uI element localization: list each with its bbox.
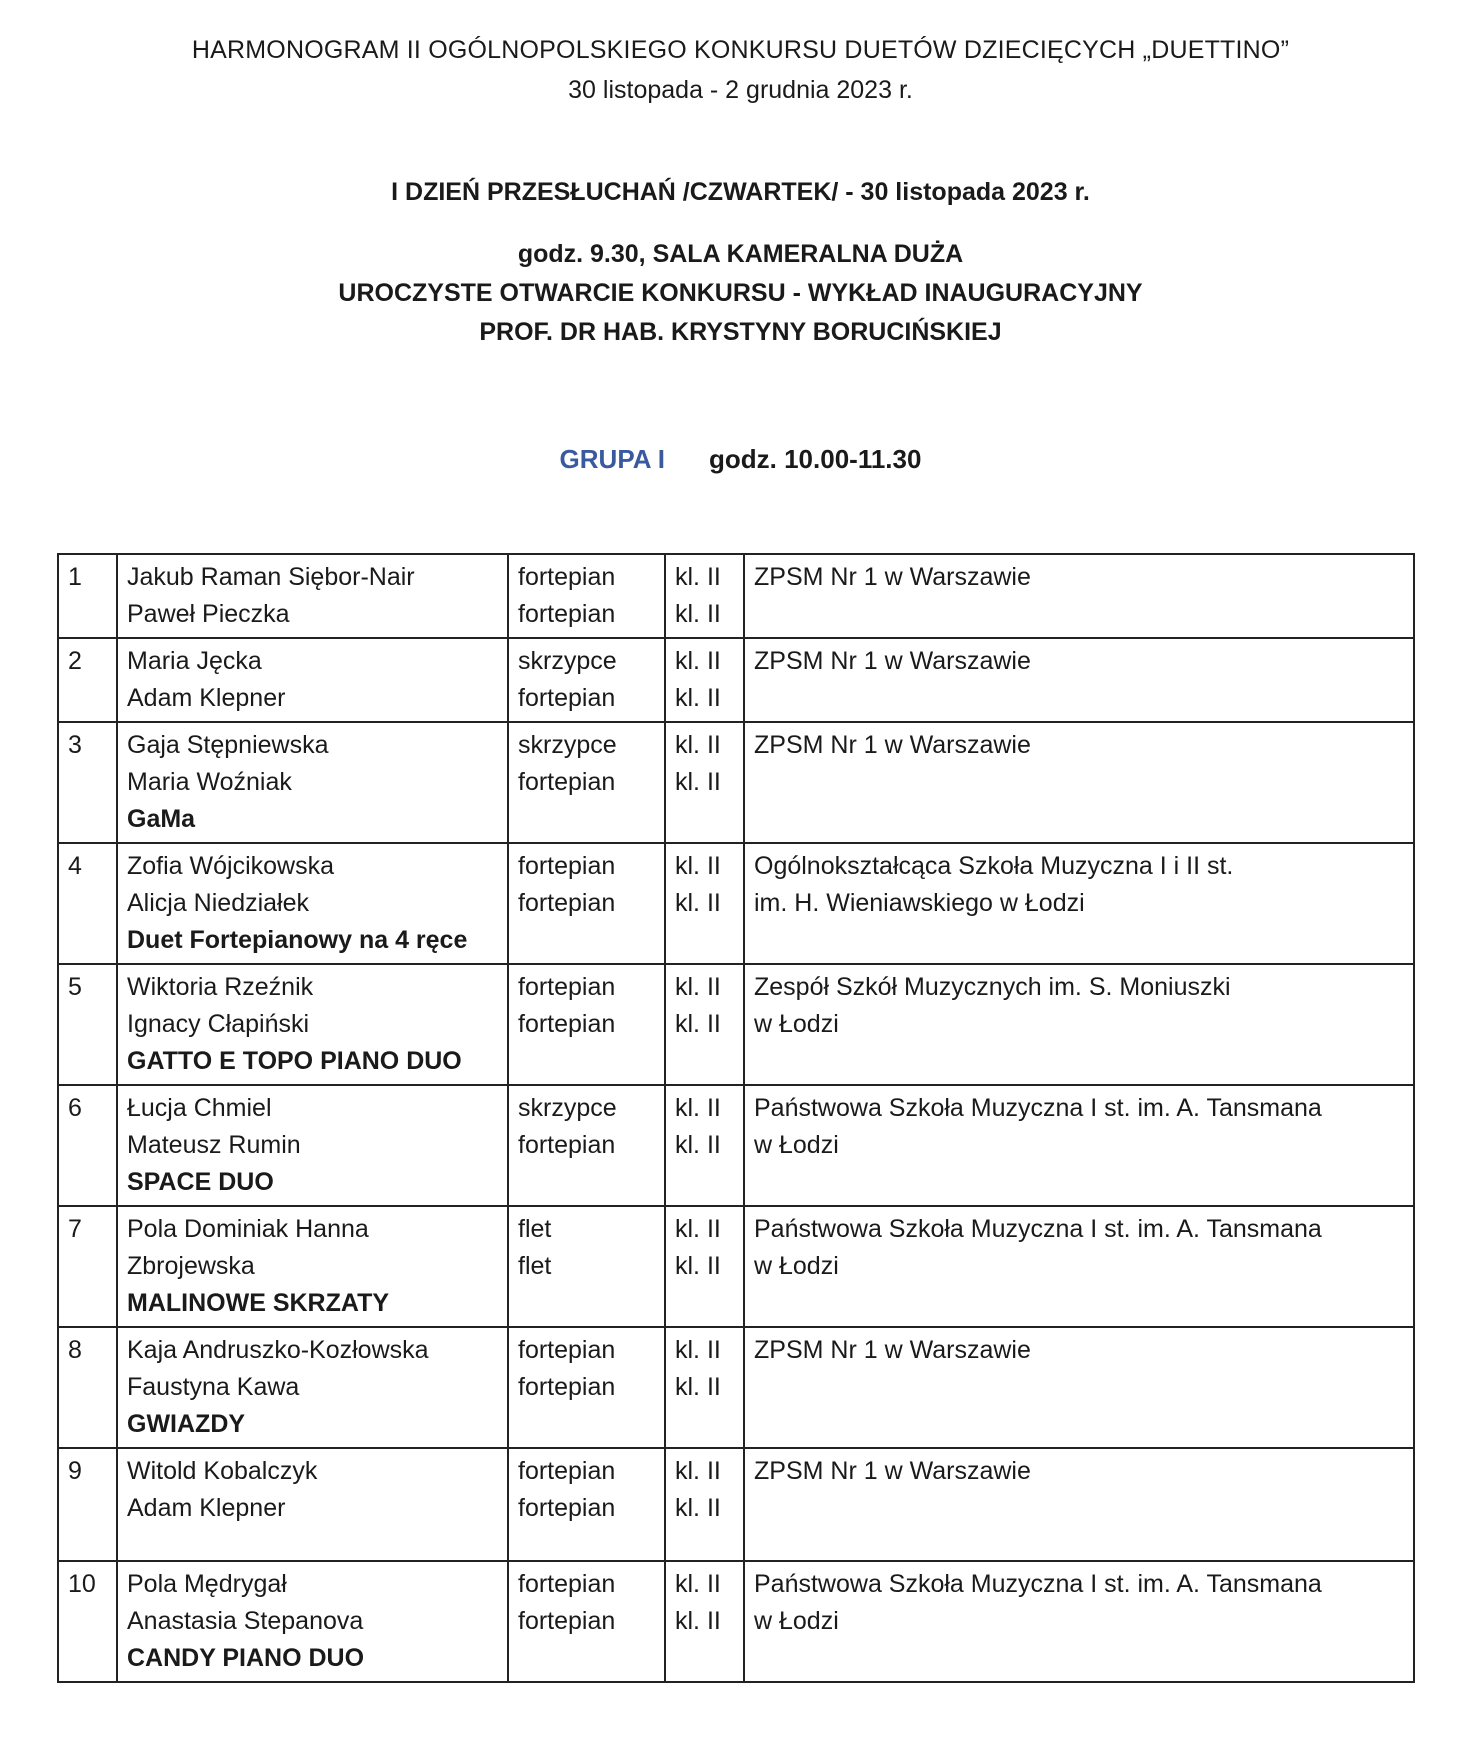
table-row (58, 1206, 1414, 1327)
participants-cell (117, 1561, 508, 1682)
duo-name: GATTO E TOPO PIANO DUO (127, 1047, 462, 1075)
row-number-cell (58, 638, 117, 722)
participants-cell (117, 722, 508, 843)
participants-cell (117, 1206, 508, 1327)
instrument: fortepian (518, 1570, 616, 1598)
group-name: GRUPA I (559, 444, 665, 474)
class-level: kl. II (675, 600, 721, 628)
instruments-cell (508, 964, 665, 1085)
participants-cell (117, 1327, 508, 1448)
class-level: kl. II (675, 1607, 721, 1635)
class-cell (665, 964, 744, 1085)
instrument: fortepian (518, 768, 616, 796)
participant-name: Adam Klepner (127, 1494, 286, 1522)
group-time: godz. 10.00-11.30 (709, 444, 922, 474)
school-cell (744, 843, 1414, 964)
class-level: kl. II (675, 684, 721, 712)
participant-name: Zbrojewska (127, 1252, 255, 1280)
duo-name: GWIAZDY (127, 1410, 246, 1438)
instrument: fortepian (518, 1336, 616, 1364)
school-cell (744, 554, 1414, 638)
participant-name: Zofia Wójcikowska (127, 852, 334, 880)
class-cell (665, 1448, 744, 1561)
participant-name: Anastasia Stepanova (127, 1607, 364, 1635)
document-title: HARMONOGRAM II OGÓLNOPOLSKIEGO KONKURSU DUETÓW DZIECIĘCYCH „DUETTINO” (191, 36, 1290, 64)
duo-name: SPACE DUO (127, 1168, 274, 1196)
participant-name: Paweł Pieczka (127, 600, 290, 628)
class-level: kl. II (675, 563, 721, 591)
duo-name: Duet Fortepianowy na 4 ręce (127, 926, 468, 954)
school-line: ZPSM Nr 1 w Warszawie (754, 731, 1031, 759)
row-number-cell (58, 1206, 117, 1327)
instrument: fortepian (518, 889, 616, 917)
school-line: ZPSM Nr 1 w Warszawie (754, 647, 1031, 675)
row-number-cell (58, 1561, 117, 1682)
table-row (58, 964, 1414, 1085)
instrument: skrzypce (518, 731, 617, 759)
class-cell (665, 638, 744, 722)
class-level: kl. II (675, 1094, 721, 1122)
table-row (58, 1327, 1414, 1448)
class-cell (665, 554, 744, 638)
table-row (58, 722, 1414, 843)
participants-cell (117, 1085, 508, 1206)
participant-name: Adam Klepner (127, 684, 286, 712)
school-cell (744, 964, 1414, 1085)
participant-name: Maria Jęcka (127, 647, 262, 675)
instrument: fortepian (518, 1131, 616, 1159)
instrument: fortepian (518, 1373, 616, 1401)
school-line: Zespół Szkół Muzycznych im. S. Moniuszki (754, 973, 1231, 1001)
participant-name: Maria Woźniak (127, 768, 292, 796)
row-number: 2 (68, 647, 82, 675)
opening-speaker: PROF. DR HAB. KRYSTYNY BORUCIŃSKIEJ (479, 318, 1002, 346)
document-dates: 30 listopada - 2 grudnia 2023 r. (568, 76, 913, 104)
instruments-cell (508, 1448, 665, 1561)
school-line: ZPSM Nr 1 w Warszawie (754, 563, 1031, 591)
instrument: fortepian (518, 1010, 616, 1038)
opening-time: godz. 9.30, SALA KAMERALNA DUŻA (517, 240, 964, 268)
class-level: kl. II (675, 1457, 721, 1485)
instrument: fortepian (518, 600, 616, 628)
instruments-cell (508, 1561, 665, 1682)
school-line: w Łodzi (754, 1010, 839, 1038)
row-number-cell (58, 722, 117, 843)
table-row (58, 638, 1414, 722)
class-cell (665, 1327, 744, 1448)
participant-name: Pola Dominiak Hanna (127, 1215, 369, 1243)
instruments-cell (508, 722, 665, 843)
day-heading: I DZIEŃ PRZESŁUCHAŃ /CZWARTEK/ - 30 listopada 2023 r. (391, 178, 1090, 206)
duo-name: CANDY PIANO DUO (127, 1644, 365, 1672)
school-cell (744, 722, 1414, 843)
row-number: 4 (68, 852, 82, 880)
table-row (58, 1448, 1414, 1561)
participant-name: Faustyna Kawa (127, 1373, 300, 1401)
class-level: kl. II (675, 647, 721, 675)
instruments-cell (508, 1327, 665, 1448)
school-line: im. H. Wieniawskiego w Łodzi (754, 889, 1085, 917)
row-number: 5 (68, 973, 82, 1001)
instrument: flet (518, 1252, 552, 1280)
row-number-cell (58, 554, 117, 638)
school-cell (744, 1448, 1414, 1561)
instruments-cell (508, 554, 665, 638)
class-level: kl. II (675, 1373, 721, 1401)
row-number: 9 (68, 1457, 82, 1485)
row-number: 6 (68, 1094, 82, 1122)
participants-cell (117, 554, 508, 638)
school-cell (744, 1206, 1414, 1327)
class-level: kl. II (675, 1494, 721, 1522)
row-number: 1 (68, 563, 82, 591)
instrument: fortepian (518, 852, 616, 880)
school-cell (744, 638, 1414, 722)
instruments-cell (508, 1206, 665, 1327)
class-level: kl. II (675, 731, 721, 759)
school-line: w Łodzi (754, 1252, 839, 1280)
school-cell (744, 1327, 1414, 1448)
class-level: kl. II (675, 1215, 721, 1243)
row-number-cell (58, 843, 117, 964)
class-level: kl. II (675, 1131, 721, 1159)
participant-name: Łucja Chmiel (127, 1094, 272, 1122)
row-number-cell (58, 1327, 117, 1448)
school-line: Ogólnokształcąca Szkoła Muzyczna I i II st. (754, 852, 1234, 880)
schedule-table (57, 553, 1415, 1683)
row-number-cell (58, 1448, 117, 1561)
instruments-cell (508, 843, 665, 964)
row-number-cell (58, 964, 117, 1085)
school-line: ZPSM Nr 1 w Warszawie (754, 1457, 1031, 1485)
participant-name: Pola Mędrygał (127, 1570, 287, 1598)
class-level: kl. II (675, 1570, 721, 1598)
row-number-cell (58, 1085, 117, 1206)
school-line: w Łodzi (754, 1131, 839, 1159)
class-cell (665, 1206, 744, 1327)
class-cell (665, 843, 744, 964)
duo-name: GaMa (127, 805, 196, 833)
participants-cell (117, 964, 508, 1085)
participants-cell (117, 1448, 508, 1561)
participant-name: Ignacy Cłapiński (127, 1010, 310, 1038)
instrument: skrzypce (518, 647, 617, 675)
instruments-cell (508, 1085, 665, 1206)
instrument: fortepian (518, 563, 616, 591)
class-level: kl. II (675, 852, 721, 880)
row-number: 7 (68, 1215, 82, 1243)
school-line: Państwowa Szkoła Muzyczna I st. im. A. Tansmana (754, 1570, 1322, 1598)
school-cell (744, 1561, 1414, 1682)
participant-name: Alicja Niedziałek (127, 889, 310, 917)
table-row (58, 554, 1414, 638)
table-row (58, 843, 1414, 964)
instrument: fortepian (518, 684, 616, 712)
class-level: kl. II (675, 1336, 721, 1364)
participant-name: Gaja Stępniewska (127, 731, 329, 759)
table-row (58, 1085, 1414, 1206)
instruments-cell (508, 638, 665, 722)
instrument: flet (518, 1215, 552, 1243)
class-level: kl. II (675, 1252, 721, 1280)
school-line: w Łodzi (754, 1607, 839, 1635)
group-heading (0, 444, 1481, 475)
school-cell (744, 1085, 1414, 1206)
class-cell (665, 1561, 744, 1682)
instrument: fortepian (518, 1494, 616, 1522)
participants-cell (117, 638, 508, 722)
instrument: fortepian (518, 1607, 616, 1635)
instrument: fortepian (518, 973, 616, 1001)
row-number: 3 (68, 731, 82, 759)
table-row (58, 1561, 1414, 1682)
participant-name: Witold Kobalczyk (127, 1457, 318, 1485)
row-number: 10 (68, 1570, 96, 1598)
row-number: 8 (68, 1336, 82, 1364)
school-line: Państwowa Szkoła Muzyczna I st. im. A. Tansmana (754, 1215, 1322, 1243)
instrument: fortepian (518, 1457, 616, 1485)
participant-name: Kaja Andruszko-Kozłowska (127, 1336, 429, 1364)
class-cell (665, 722, 744, 843)
participant-name: Wiktoria Rzeźnik (127, 973, 314, 1001)
participants-cell (117, 843, 508, 964)
participant-name: Jakub Raman Siębor-Nair (127, 563, 415, 591)
instrument: skrzypce (518, 1094, 617, 1122)
class-level: kl. II (675, 889, 721, 917)
class-level: kl. II (675, 973, 721, 1001)
duo-name: MALINOWE SKRZATY (127, 1289, 390, 1317)
class-level: kl. II (675, 1010, 721, 1038)
class-level: kl. II (675, 768, 721, 796)
school-line: Państwowa Szkoła Muzyczna I st. im. A. Tansmana (754, 1094, 1322, 1122)
participant-name: Mateusz Rumin (127, 1131, 301, 1159)
opening-event: UROCZYSTE OTWARCIE KONKURSU - WYKŁAD INAUGURACYJNY (338, 279, 1143, 307)
school-line: ZPSM Nr 1 w Warszawie (754, 1336, 1031, 1364)
class-cell (665, 1085, 744, 1206)
